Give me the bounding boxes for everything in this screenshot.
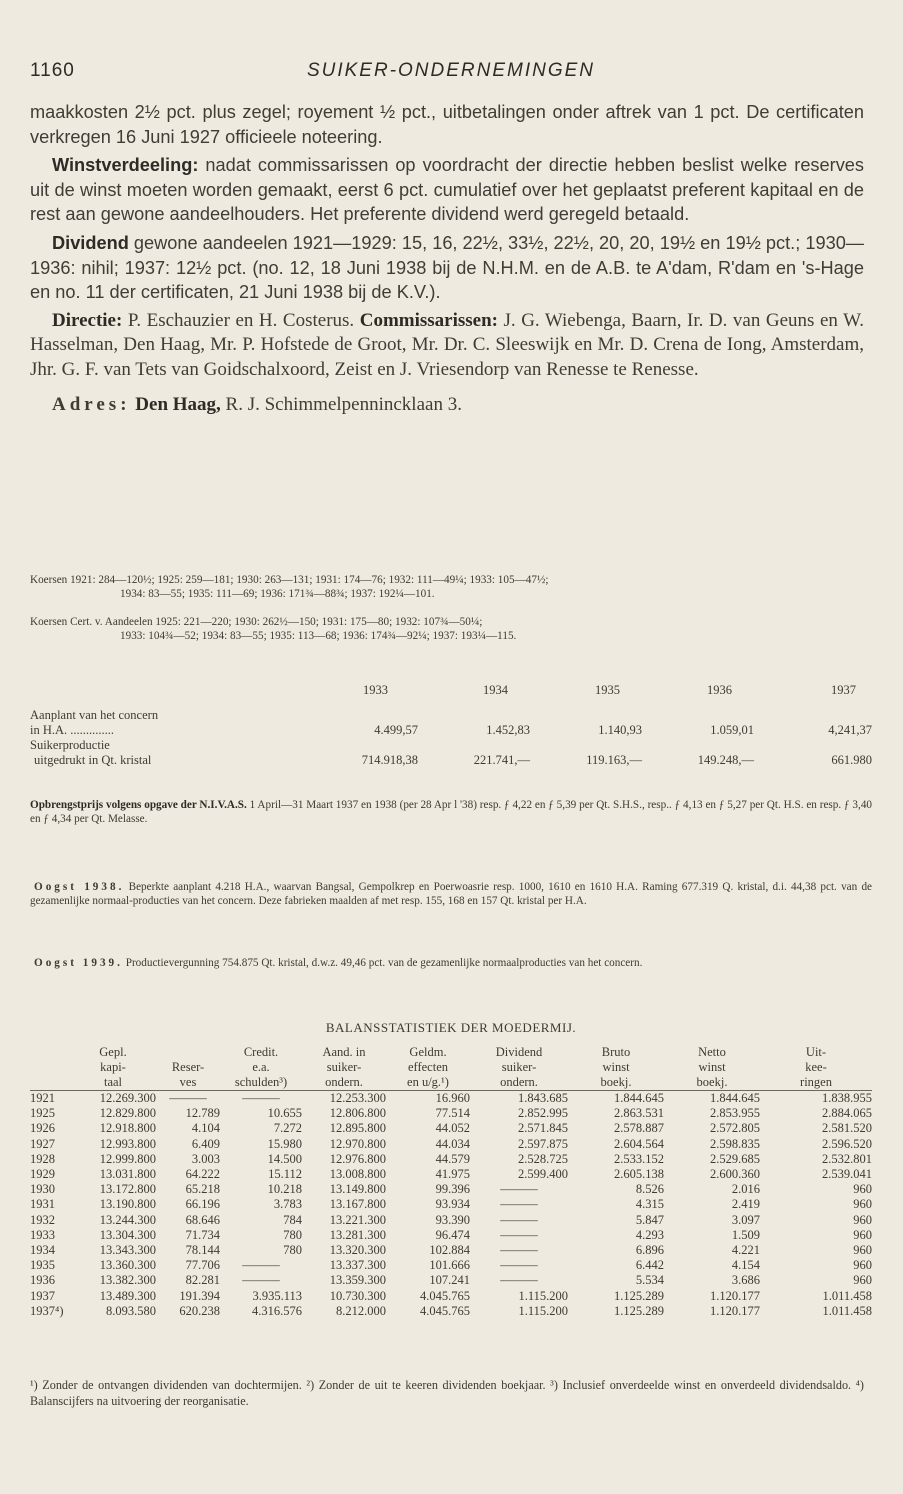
table-cell: 2.597.875 — [518, 1136, 568, 1151]
label-oogst-1939: Oogst 1939. — [34, 957, 123, 969]
year-header: 1935 — [595, 683, 620, 697]
table-cell: 12.993.800 — [99, 1136, 156, 1151]
table-cell: 784 — [283, 1212, 302, 1227]
table-cell: ——— — [500, 1212, 538, 1227]
table-cell: 77.706 — [185, 1258, 220, 1273]
paragraph-profit-distribution — [30, 153, 864, 227]
table-cell: 12.269.300 — [99, 1091, 156, 1105]
table-cell: 960 — [853, 1273, 872, 1288]
label-adres: Adres: — [52, 393, 131, 415]
paragraph-management — [30, 309, 864, 383]
table-row — [30, 1091, 872, 1106]
paragraph-dividend — [30, 231, 864, 305]
label-opbrengstprijs: Opbrengstprijs volgens opgave der N.I.V.A.S. — [30, 799, 247, 811]
table-cell: 12.976.800 — [329, 1151, 386, 1166]
table-cell: 2.884.065 — [822, 1106, 872, 1121]
page-header — [30, 60, 872, 86]
text-opbrengstprijs: 1 April—31 Maart 1937 en 1938 (per 28 Apr l '38) resp. ƒ 4,22 en ƒ 5,39 per Qt. S.H.S., resp.. ƒ 4,13 en ƒ 5,27 per Qt. H.S. en resp. ƒ 3,40 en ƒ 4,34 per Qt. Melasse. — [30, 799, 873, 825]
table-cell: 2.598.835 — [710, 1136, 760, 1151]
production-header-row — [30, 683, 872, 698]
row-year: 1927 — [30, 1136, 55, 1151]
footnotes: ¹) Zonder de ontvangen dividenden van dochtermijen. ²) Zonder de uit te keeren dividenden boekjaar. ³) Inclusief onverdeelde winst en onverdeeld dividendsaldo. ⁴) Balanscijfers na uitvoering der reorganisatie. — [30, 1378, 864, 1408]
text-dividend: gewone aandeelen 1921—1929: 15, 16, 22½, 33½, 22½, 20, 20, 19½ en 19½ pct.; 1930—1936: nihil; 1937: 12½ pct. (no. 12, 18 Juni 1938 bij de N.H.M. en de A.B. te A'dam, R'dam en 's-Hage en no. 11 der certificaten, 21 Juni 1938 bij de K.V.). — [30, 232, 864, 303]
table-cell: 13.359.300 — [329, 1273, 386, 1288]
year-header: 1934 — [483, 683, 508, 697]
row-year: 1937⁴) — [30, 1303, 64, 1318]
text-oogst-1939: Productievergunning 754.875 Qt. kristal, d.w.z. 49,46 pct. van de gezamenlijke normaalproducties van het concern. — [125, 957, 643, 969]
table-cell: 4,241,37 — [828, 723, 872, 737]
table-row — [30, 1106, 872, 1121]
table-cell: 4.045.765 — [420, 1303, 470, 1318]
table-cell: 2.528.725 — [518, 1151, 568, 1166]
column-header: Credit. e.a. schulden³) — [234, 1045, 288, 1089]
table-row — [30, 1197, 872, 1212]
column-header: Geldm. effecten en u/g.¹) — [407, 1045, 449, 1089]
table-cell: 2.571.845 — [518, 1121, 568, 1136]
table-cell: 6.442 — [635, 1258, 664, 1273]
table-cell: 1.843.685 — [518, 1091, 568, 1105]
label-oogst-1938: Oogst 1938. — [34, 881, 125, 893]
table-cell: 5.847 — [635, 1212, 664, 1227]
paragraph-costs: maakkosten 2½ pct. plus zegel; royement ½ pct., uitbetalingen onder aftrek van 1 pct. De certificaten verkregen 16 Juni 1927 officieele noteering. — [30, 102, 864, 147]
table-cell: 13.489.300 — [99, 1288, 156, 1303]
balance-table-title: BALANSSTATISTIEK DER MOEDERMIJ. — [325, 1020, 577, 1035]
table-cell: 12.970.800 — [329, 1136, 386, 1151]
table-cell: 2.572.805 — [710, 1121, 760, 1136]
table-cell: ——— — [500, 1243, 538, 1258]
row-year: 1926 — [30, 1121, 55, 1136]
production-table — [30, 683, 872, 768]
table-cell: 102.884 — [429, 1243, 470, 1258]
column-header: Aand. in suiker- ondern. — [322, 1045, 366, 1089]
table-cell: ——— — [169, 1091, 207, 1105]
table-cell: 2.596.520 — [822, 1136, 872, 1151]
table-cell: 4.315 — [635, 1197, 664, 1212]
koersen-line: Koersen 1921: 284—120½; 1925: 259—181; 1930: 263—131; 1931: 174—76; 1932: 111—49¼; 1933: 105—47½; — [30, 574, 549, 586]
table-cell: 3.686 — [731, 1273, 760, 1288]
table-cell: 77.514 — [435, 1106, 470, 1121]
note-opbrengstprijs — [30, 798, 872, 826]
table-cell: 13.281.300 — [329, 1227, 386, 1242]
table-cell: 221.741,— — [473, 753, 530, 767]
year-header: 1937 — [831, 683, 856, 697]
table-row — [30, 1289, 872, 1304]
table-row — [30, 1121, 872, 1136]
table-row — [30, 1137, 872, 1152]
table-cell: 12.829.800 — [99, 1106, 156, 1121]
table-cell: 2.852.995 — [518, 1106, 568, 1121]
table-row — [30, 1273, 872, 1288]
table-row — [30, 1228, 872, 1243]
row-year: 1929 — [30, 1167, 55, 1182]
row-year: 1934 — [30, 1243, 55, 1258]
address-city: Den Haag, — [135, 393, 221, 415]
body-text — [30, 100, 864, 421]
table-cell: 2.529.685 — [710, 1151, 760, 1166]
table-cell: 1.140,93 — [598, 723, 642, 737]
table-cell: 13.320.300 — [329, 1243, 386, 1258]
table-cell: 82.281 — [185, 1273, 220, 1288]
table-cell: ——— — [242, 1091, 280, 1105]
row-year: 1932 — [30, 1212, 55, 1227]
table-cell: 1.011.458 — [822, 1303, 872, 1318]
table-cell: 6.896 — [635, 1243, 664, 1258]
table-row — [30, 1182, 872, 1197]
balance-table-body — [30, 1091, 872, 1319]
table-cell: 2.600.360 — [710, 1167, 760, 1182]
table-cell: 12.918.800 — [99, 1121, 156, 1136]
table-cell: 3.935.113 — [252, 1288, 302, 1303]
table-cell: 780 — [283, 1243, 302, 1258]
table-cell: 3.097 — [731, 1212, 760, 1227]
koersen-line: 1934: 83—55; 1935: 111—69; 1936: 171¾—88¾; 1937: 192¼—101. — [120, 588, 435, 600]
table-cell: 1.059,01 — [710, 723, 754, 737]
table-cell: 13.360.300 — [99, 1258, 156, 1273]
table-cell: 2.863.531 — [614, 1106, 664, 1121]
table-cell: 13.167.800 — [329, 1197, 386, 1212]
table-cell: 1.011.458 — [822, 1288, 872, 1303]
text-oogst-1938: Beperkte aanplant 4.218 H.A., waarvan Bangsal, Gempolkrep en Poerwoasrie resp. 1000, 1610 en 1610 H.A. Raming 677.319 Q. kristal, d.i. 44,38 pct. van de gezamenlijke normaal-producties van het concern. Deze fabrieken maalden af met resp. 155, 168 en 157 Qt. kristal per H.A. — [30, 881, 873, 907]
row-year: 1925 — [30, 1106, 55, 1121]
table-row — [30, 1304, 872, 1319]
table-cell: 2.533.152 — [614, 1151, 664, 1166]
label-dividend: Dividend — [52, 232, 129, 253]
row-year: 1928 — [30, 1151, 55, 1166]
table-cell: 2.419 — [731, 1197, 760, 1212]
table-cell: 3.783 — [273, 1197, 302, 1212]
table-cell: 1.844.645 — [614, 1091, 664, 1105]
table-cell: 15.112 — [268, 1167, 302, 1182]
row-year: 1936 — [30, 1273, 55, 1288]
table-cell: 4.316.576 — [252, 1303, 302, 1318]
table-cell: 14.500 — [267, 1151, 302, 1166]
table-cell: 4.154 — [731, 1258, 760, 1273]
row-year: 1930 — [30, 1182, 55, 1197]
table-cell: 1.125.289 — [614, 1303, 664, 1318]
table-cell: 119.163,— — [586, 753, 642, 767]
table-cell: 960 — [853, 1212, 872, 1227]
table-cell: ——— — [500, 1273, 538, 1288]
column-header: Bruto winst boekj. — [600, 1045, 632, 1089]
text-directie: P. Eschauzier en H. Costerus. — [127, 309, 355, 331]
table-cell: 780 — [283, 1227, 302, 1242]
koersen-line: Koersen Cert. v. Aandeelen 1925: 221—220; 1930: 262½—150; 1931: 175—80; 1932: 107¾—50¼; — [30, 616, 483, 628]
table-cell: 1.115.200 — [518, 1303, 568, 1318]
row-year: 1937 — [30, 1288, 55, 1303]
table-cell: 12.999.800 — [99, 1151, 156, 1166]
production-row — [30, 708, 872, 738]
table-cell: 44.034 — [435, 1136, 470, 1151]
column-header: Uit- kee- ringen — [800, 1045, 832, 1089]
table-cell: 6.409 — [191, 1136, 220, 1151]
table-cell: 13.244.300 — [99, 1212, 156, 1227]
label-directie: Directie: — [52, 309, 123, 331]
table-cell: 4.104 — [191, 1121, 220, 1136]
table-cell: 7.272 — [273, 1121, 302, 1136]
table-cell: 714.918,38 — [361, 753, 418, 767]
table-cell: 99.396 — [435, 1182, 470, 1197]
table-cell: 16.960 — [435, 1091, 470, 1105]
table-cell: 1.125.289 — [614, 1288, 664, 1303]
table-cell: 2.578.887 — [614, 1121, 664, 1136]
table-cell: 13.190.800 — [99, 1197, 156, 1212]
koersen-certificates — [30, 615, 872, 643]
table-cell: 960 — [853, 1258, 872, 1273]
table-cell: 10.730.300 — [329, 1288, 386, 1303]
table-cell: 13.172.800 — [99, 1182, 156, 1197]
row-label: Aanplant van het concern in H.A. .............. — [30, 708, 159, 737]
table-cell: 101.666 — [429, 1258, 470, 1273]
table-cell: 2.604.564 — [614, 1136, 664, 1151]
table-cell: 12.806.800 — [329, 1106, 386, 1121]
row-year: 1935 — [30, 1258, 55, 1273]
table-cell: 15.980 — [267, 1136, 302, 1151]
table-cell: 71.734 — [185, 1227, 220, 1242]
table-cell: ——— — [242, 1258, 280, 1273]
table-cell: 960 — [853, 1197, 872, 1212]
table-cell: 13.149.800 — [329, 1182, 386, 1197]
table-cell: ——— — [500, 1182, 538, 1197]
table-cell: 960 — [853, 1227, 872, 1242]
table-cell: 44.052 — [435, 1121, 470, 1136]
table-cell: 13.304.300 — [99, 1227, 156, 1242]
table-row — [30, 1213, 872, 1228]
table-cell: 10.218 — [267, 1182, 302, 1197]
table-cell: 4.293 — [635, 1227, 664, 1242]
table-cell: 5.534 — [635, 1273, 664, 1288]
note-oogst-1938 — [30, 880, 872, 908]
text-commissarissen: J. G. Wiebenga, Baarn, Ir. D. van Geuns en W. Hasselman, Den Haag, Mr. P. Hofstede de Groot, Mr. Dr. C. Sleeswijk en Mr. D. Crena de Iong, Amsterdam, Jhr. G. F. van Tets van Goidschalxoord, Zeist en J. Vriesendorp van Renesse te Renesse. — [30, 309, 865, 380]
table-cell: 13.343.300 — [99, 1243, 156, 1258]
table-cell: 13.221.300 — [329, 1212, 386, 1227]
table-row — [30, 1167, 872, 1182]
table-cell: 191.394 — [179, 1288, 220, 1303]
table-cell: 661.980 — [831, 753, 872, 767]
table-cell: 8.212.000 — [336, 1303, 386, 1318]
balance-header-row — [30, 1045, 872, 1091]
table-cell: 12.895.800 — [329, 1121, 386, 1136]
koersen-shares — [30, 573, 872, 601]
table-cell: 2.605.138 — [614, 1167, 664, 1182]
table-cell: 107.241 — [429, 1273, 470, 1288]
address-street: R. J. Schimmelpennincklaan 3. — [225, 393, 462, 415]
table-cell: 12.253.300 — [329, 1091, 386, 1105]
label-commissarissen: Commissarissen: — [359, 309, 498, 331]
table-cell: 93.934 — [435, 1197, 470, 1212]
table-cell: 10.655 — [267, 1106, 302, 1121]
table-cell: 41.975 — [435, 1167, 470, 1182]
table-cell: 1.452,83 — [486, 723, 530, 737]
table-cell: 2.599.400 — [518, 1167, 568, 1182]
table-cell: 3.003 — [191, 1151, 220, 1166]
running-title: SUIKER-ONDERNEMINGEN — [306, 60, 596, 81]
paragraph-address — [30, 393, 864, 418]
table-cell: 13.337.300 — [329, 1258, 386, 1273]
table-cell: 66.196 — [185, 1197, 220, 1212]
column-header: Dividend suiker- ondern. — [495, 1045, 543, 1089]
table-cell: 4.221 — [731, 1243, 760, 1258]
table-cell: 4.499,57 — [374, 723, 418, 737]
table-cell: 2.532.801 — [822, 1151, 872, 1166]
text-winstverdeeling: nadat commissarissen op voordracht der directie hebben beslist welke reserves uit de winst moeten worden gemaakt, eerst 6 pct. cumulatief over het geplaatst preferent kapitaal en de rest aan gewone aandeelhouders. Het preferente dividend werd geregeld betaald. — [30, 155, 864, 225]
table-cell: 1.509 — [731, 1227, 760, 1242]
table-row — [30, 1258, 872, 1273]
table-cell: ——— — [500, 1258, 538, 1273]
balance-table — [30, 1045, 872, 1319]
table-cell: 65.218 — [185, 1182, 220, 1197]
table-cell: 1.838.955 — [822, 1091, 872, 1105]
table-cell: 8.093.580 — [106, 1303, 156, 1318]
table-cell: 78.144 — [185, 1243, 220, 1258]
note-oogst-1939 — [30, 956, 872, 970]
label-winstverdeeling: Winstverdeeling: — [52, 155, 199, 176]
table-cell: 1.120.177 — [710, 1288, 760, 1303]
production-row — [30, 738, 872, 768]
table-row — [30, 1152, 872, 1167]
table-cell: 44.579 — [435, 1151, 470, 1166]
koersen-line: 1933: 104¾—52; 1934: 83—55; 1935: 113—68; 1936: 174¾—92¼; 1937: 193¼—115. — [120, 630, 517, 642]
table-cell: 149.248,— — [697, 753, 754, 767]
row-label: Suikerproductie uitgedrukt in Qt. kristal — [30, 738, 152, 767]
year-header: 1936 — [707, 683, 732, 697]
table-cell: 2.853.955 — [710, 1106, 760, 1121]
table-cell: 4.045.765 — [420, 1288, 470, 1303]
column-header: Netto winst boekj. — [696, 1045, 728, 1089]
table-cell: 620.238 — [179, 1303, 220, 1318]
table-cell: 68.646 — [185, 1212, 220, 1227]
table-cell: 96.474 — [435, 1227, 470, 1242]
table-cell: 12.789 — [185, 1106, 220, 1121]
table-cell: 960 — [853, 1182, 872, 1197]
row-year: 1931 — [30, 1197, 55, 1212]
table-cell: 2.016 — [731, 1182, 760, 1197]
table-cell: 1.115.200 — [518, 1288, 568, 1303]
table-cell: 13.031.800 — [99, 1167, 156, 1182]
table-cell: 13.382.300 — [99, 1273, 156, 1288]
row-year: 1933 — [30, 1227, 55, 1242]
table-cell: 2.581.520 — [822, 1121, 872, 1136]
table-cell: 93.390 — [435, 1212, 470, 1227]
row-year: 1921 — [30, 1091, 55, 1105]
table-cell: ——— — [242, 1273, 280, 1288]
table-cell: 64.222 — [185, 1167, 220, 1182]
column-header: Gepl. kapi- taal — [99, 1045, 127, 1089]
table-cell: 2.539.041 — [822, 1167, 872, 1182]
table-cell: ——— — [500, 1227, 538, 1242]
table-cell: 1.844.645 — [710, 1091, 760, 1105]
column-header: Reser- ves — [171, 1060, 205, 1089]
year-header: 1933 — [363, 683, 388, 697]
page-number: 1160 — [30, 60, 75, 81]
table-cell: 960 — [853, 1243, 872, 1258]
table-cell: 13.008.800 — [329, 1167, 386, 1182]
table-row — [30, 1243, 872, 1258]
table-cell: ——— — [500, 1197, 538, 1212]
table-cell: 1.120.177 — [710, 1303, 760, 1318]
table-cell: 8.526 — [635, 1182, 664, 1197]
